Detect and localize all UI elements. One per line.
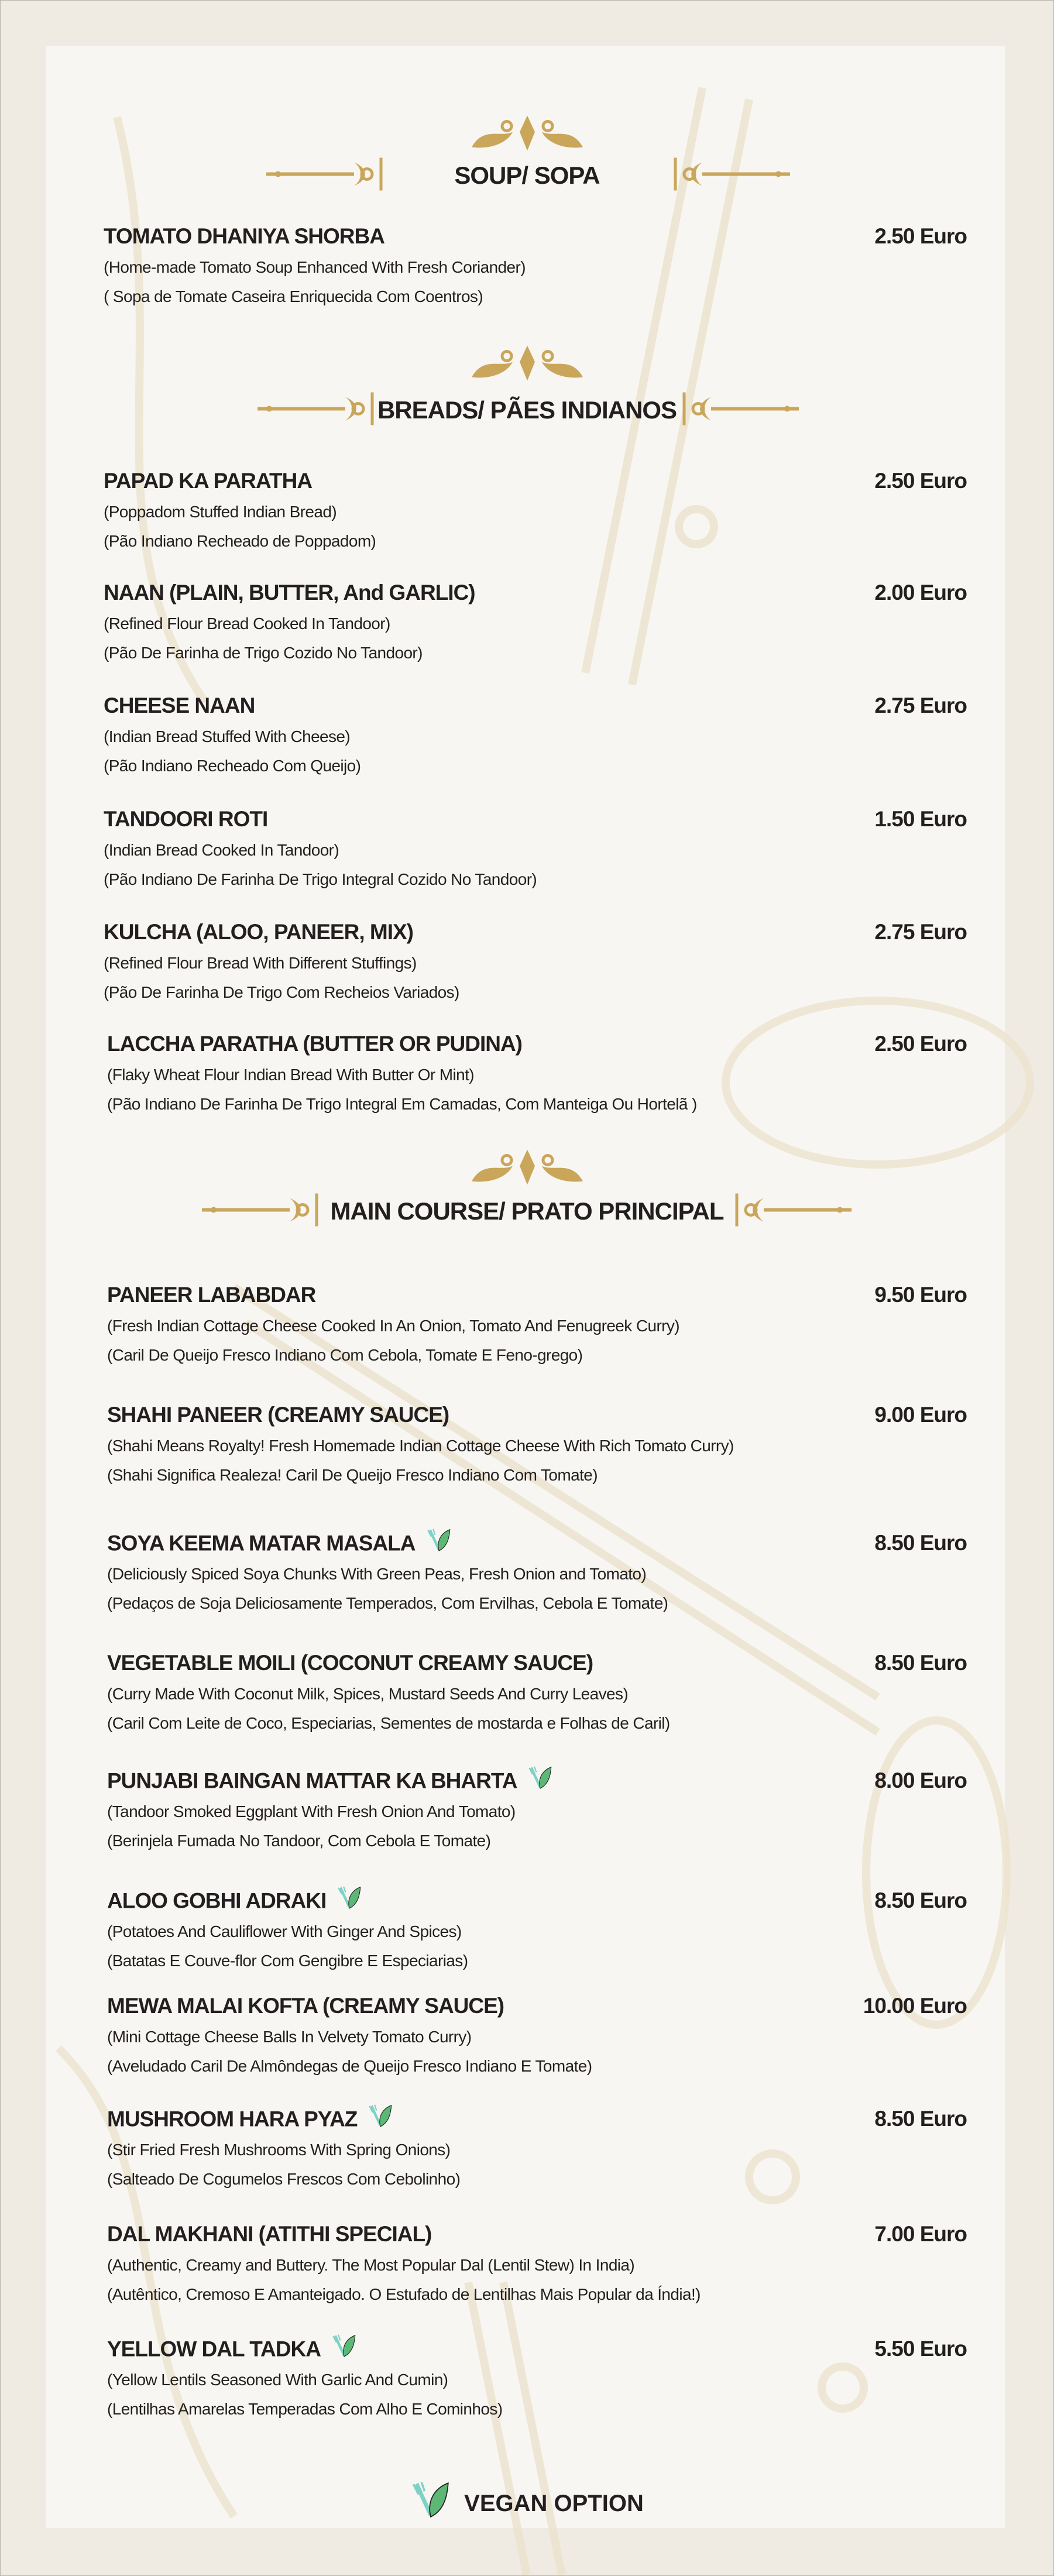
vegan-icon [527,1766,553,1797]
section-title: MAIN COURSE/ PRATO PRINCIPAL [330,1197,724,1225]
menu-item-description-pt: (Pão Indiano De Farinha De Trigo Integral Em Camadas, Com Manteiga Ou Hortelã ) [107,1095,697,1113]
menu-item-price: 2.50 Euro [874,1032,967,1056]
menu-item-description-en: (Fresh Indian Cottage Cheese Cooked In An Onion, Tomato And Fenugreek Curry) [107,1317,680,1335]
menu-item-description-pt: ( Sopa de Tomate Caseira Enriquecida Com Coentros) [104,287,483,305]
menu-item-description-pt: (Pão De Farinha De Trigo Com Recheios Variados) [104,983,459,1001]
menu-item-name: PAPAD KA PARATHA [104,469,313,493]
menu-item-description-en: (Authentic, Creamy and Buttery. The Most Popular Dal (Lentil Stew) In India) [107,2256,635,2274]
menu-item-name: KULCHA (ALOO, PANEER, MIX) [104,920,413,944]
section-title: BREADS/ PÃES INDIANOS [377,396,677,424]
menu-item-price: 8.50 Euro [874,2107,967,2131]
menu-item-name: MUSHROOM HARA PYAZ [107,2104,393,2135]
menu-item-description-pt: (Lentilhas Amarelas Temperadas Com Alho E Cominhos) [107,2400,503,2418]
menu-item-description-en: (Poppadom Stuffed Indian Bread) [104,503,337,521]
menu-item-description-pt: (Berinjela Fumada No Tandoor, Com Cebola E Tomate) [107,1832,491,1850]
menu-item-name: MEWA MALAI KOFTA (CREAMY SAUCE) [107,1994,504,2018]
menu-item-description-en: (Indian Bread Cooked In Tandoor) [104,841,339,859]
menu-item-name: YELLOW DAL TADKA [107,2334,357,2365]
menu-item-description-pt: (Caril Com Leite de Coco, Especiarias, Sementes de mostarda e Folhas de Caril) [107,1714,670,1732]
menu-item-price: 8.50 Euro [874,1651,967,1675]
menu-item-name: TOMATO DHANIYA SHORBA [104,224,384,248]
menu-item-description-en: (Refined Flour Bread With Different Stuffings) [104,954,417,972]
menu-item-price: 9.50 Euro [874,1283,967,1307]
menu-item-description-pt: (Pão Indiano Recheado de Poppadom) [104,532,376,550]
menu-item-price: 5.50 Euro [874,2337,967,2361]
menu-item-price: 2.00 Euro [874,581,967,604]
menu-item-name: ALOO GOBHI ADRAKI [107,1885,362,1916]
menu-item-price: 9.00 Euro [874,1403,967,1427]
menu-item-name: SOYA KEEMA MATAR MASALA [107,1528,452,1559]
vegan-fork-leaf-icon [410,2480,451,2527]
menu-item-description-pt: (Shahi Significa Realeza! Caril De Queijo Fresco Indiano Com Tomate) [107,1466,598,1484]
menu-item-price: 7.00 Euro [874,2222,967,2246]
menu-item-description-en: (Shahi Means Royalty! Fresh Homemade Indian Cottage Cheese With Rich Tomato Curry) [107,1437,734,1455]
menu-item-description-pt: (Pão Indiano De Farinha De Trigo Integral Cozido No Tandoor) [104,870,537,888]
menu-item-description-en: (Home-made Tomato Soup Enhanced With Fresh Coriander) [104,258,526,276]
section-title: SOUP/ SOPA [454,162,600,189]
menu-item-description-en: (Stir Fried Fresh Mushrooms With Spring Onions) [107,2141,451,2159]
menu-item-name: CHEESE NAAN [104,693,255,717]
vegan-icon [368,2104,393,2135]
menu-item-price: 2.50 Euro [874,469,967,493]
menu-item-name: VEGETABLE MOILI (COCONUT CREAMY SAUCE) [107,1651,593,1675]
vegan-icon [331,2334,357,2365]
menu-item-description-en: (Flaky Wheat Flour Indian Bread With Butter Or Mint) [107,1066,475,1084]
menu-item-description-en: (Yellow Lentils Seasoned With Garlic And Cumin) [107,2371,448,2389]
section-ornament-icon [466,1149,589,1189]
vegan-legend [0,2480,1054,2527]
vegan-icon [426,1528,452,1559]
section-ornament-icon [466,345,589,385]
menu-item-name: LACCHA PARATHA (BUTTER OR PUDINA) [107,1032,522,1056]
menu-item-description-en: (Curry Made With Coconut Milk, Spices, Mustard Seeds And Curry Leaves) [107,1685,629,1703]
menu-item-description-en: (Potatoes And Cauliflower With Ginger And Spices) [107,1922,462,1940]
vegan-legend-label: VEGAN OPTION [464,2490,644,2516]
menu-item-price: 8.00 Euro [874,1768,967,1792]
menu-item-name: TANDOORI ROTI [104,807,268,831]
menu-item-name: PANEER LABABDAR [107,1283,316,1307]
menu-item-price: 2.75 Euro [874,693,967,717]
menu-item-description-pt: (Pedaços de Soja Deliciosamente Temperados, Com Ervilhas, Cebola E Tomate) [107,1594,668,1612]
menu-item-price: 1.50 Euro [874,807,967,831]
menu-item-description-pt: (Pão Indiano Recheado Com Queijo) [104,757,361,775]
menu-item-description-en: (Refined Flour Bread Cooked In Tandoor) [104,614,390,633]
menu-item-name: PUNJABI BAINGAN MATTAR KA BHARTA [107,1766,553,1797]
menu-item-name: DAL MAKHANI (ATITHI SPECIAL) [107,2222,432,2246]
menu-item-price: 2.75 Euro [874,920,967,944]
menu-item-description-en: (Mini Cottage Cheese Balls In Velvety Tomato Curry) [107,2028,472,2046]
menu-item-price: 2.50 Euro [874,224,967,248]
menu-item-price: 8.50 Euro [874,1888,967,1912]
menu-item-description-pt: (Batatas E Couve-flor Com Gengibre E Especiarias) [107,1952,468,1970]
menu-item-description-pt: (Caril De Queijo Fresco Indiano Com Cebola, Tomate E Feno-grego) [107,1346,583,1364]
menu-item-description-pt: (Pão De Farinha de Trigo Cozido No Tandoor) [104,644,423,662]
menu-item-description-pt: (Autêntico, Cremoso E Amanteigado. O Estufado de Lentilhas Mais Popular da Índia!) [107,2285,701,2303]
menu-item-description-en: (Indian Bread Stuffed With Cheese) [104,727,351,746]
menu-item-price: 8.50 Euro [874,1531,967,1555]
section-ornament-icon [466,115,589,155]
menu-item-name: NAAN (PLAIN, BUTTER, And GARLIC) [104,581,475,604]
menu-item-name: SHAHI PANEER (CREAMY SAUCE) [107,1403,449,1427]
menu-item-description-en: (Tandoor Smoked Eggplant With Fresh Onion And Tomato) [107,1802,516,1821]
menu-item-description-pt: (Aveludado Caril De Almôndegas de Queijo Fresco Indiano E Tomate) [107,2057,592,2075]
menu-item-description-pt: (Salteado De Cogumelos Frescos Com Cebolinho) [107,2170,461,2188]
menu-item-description-en: (Deliciously Spiced Soya Chunks With Green Peas, Fresh Onion and Tomato) [107,1565,647,1583]
menu-item-price: 10.00 Euro [863,1994,967,2018]
vegan-icon [337,1885,362,1916]
